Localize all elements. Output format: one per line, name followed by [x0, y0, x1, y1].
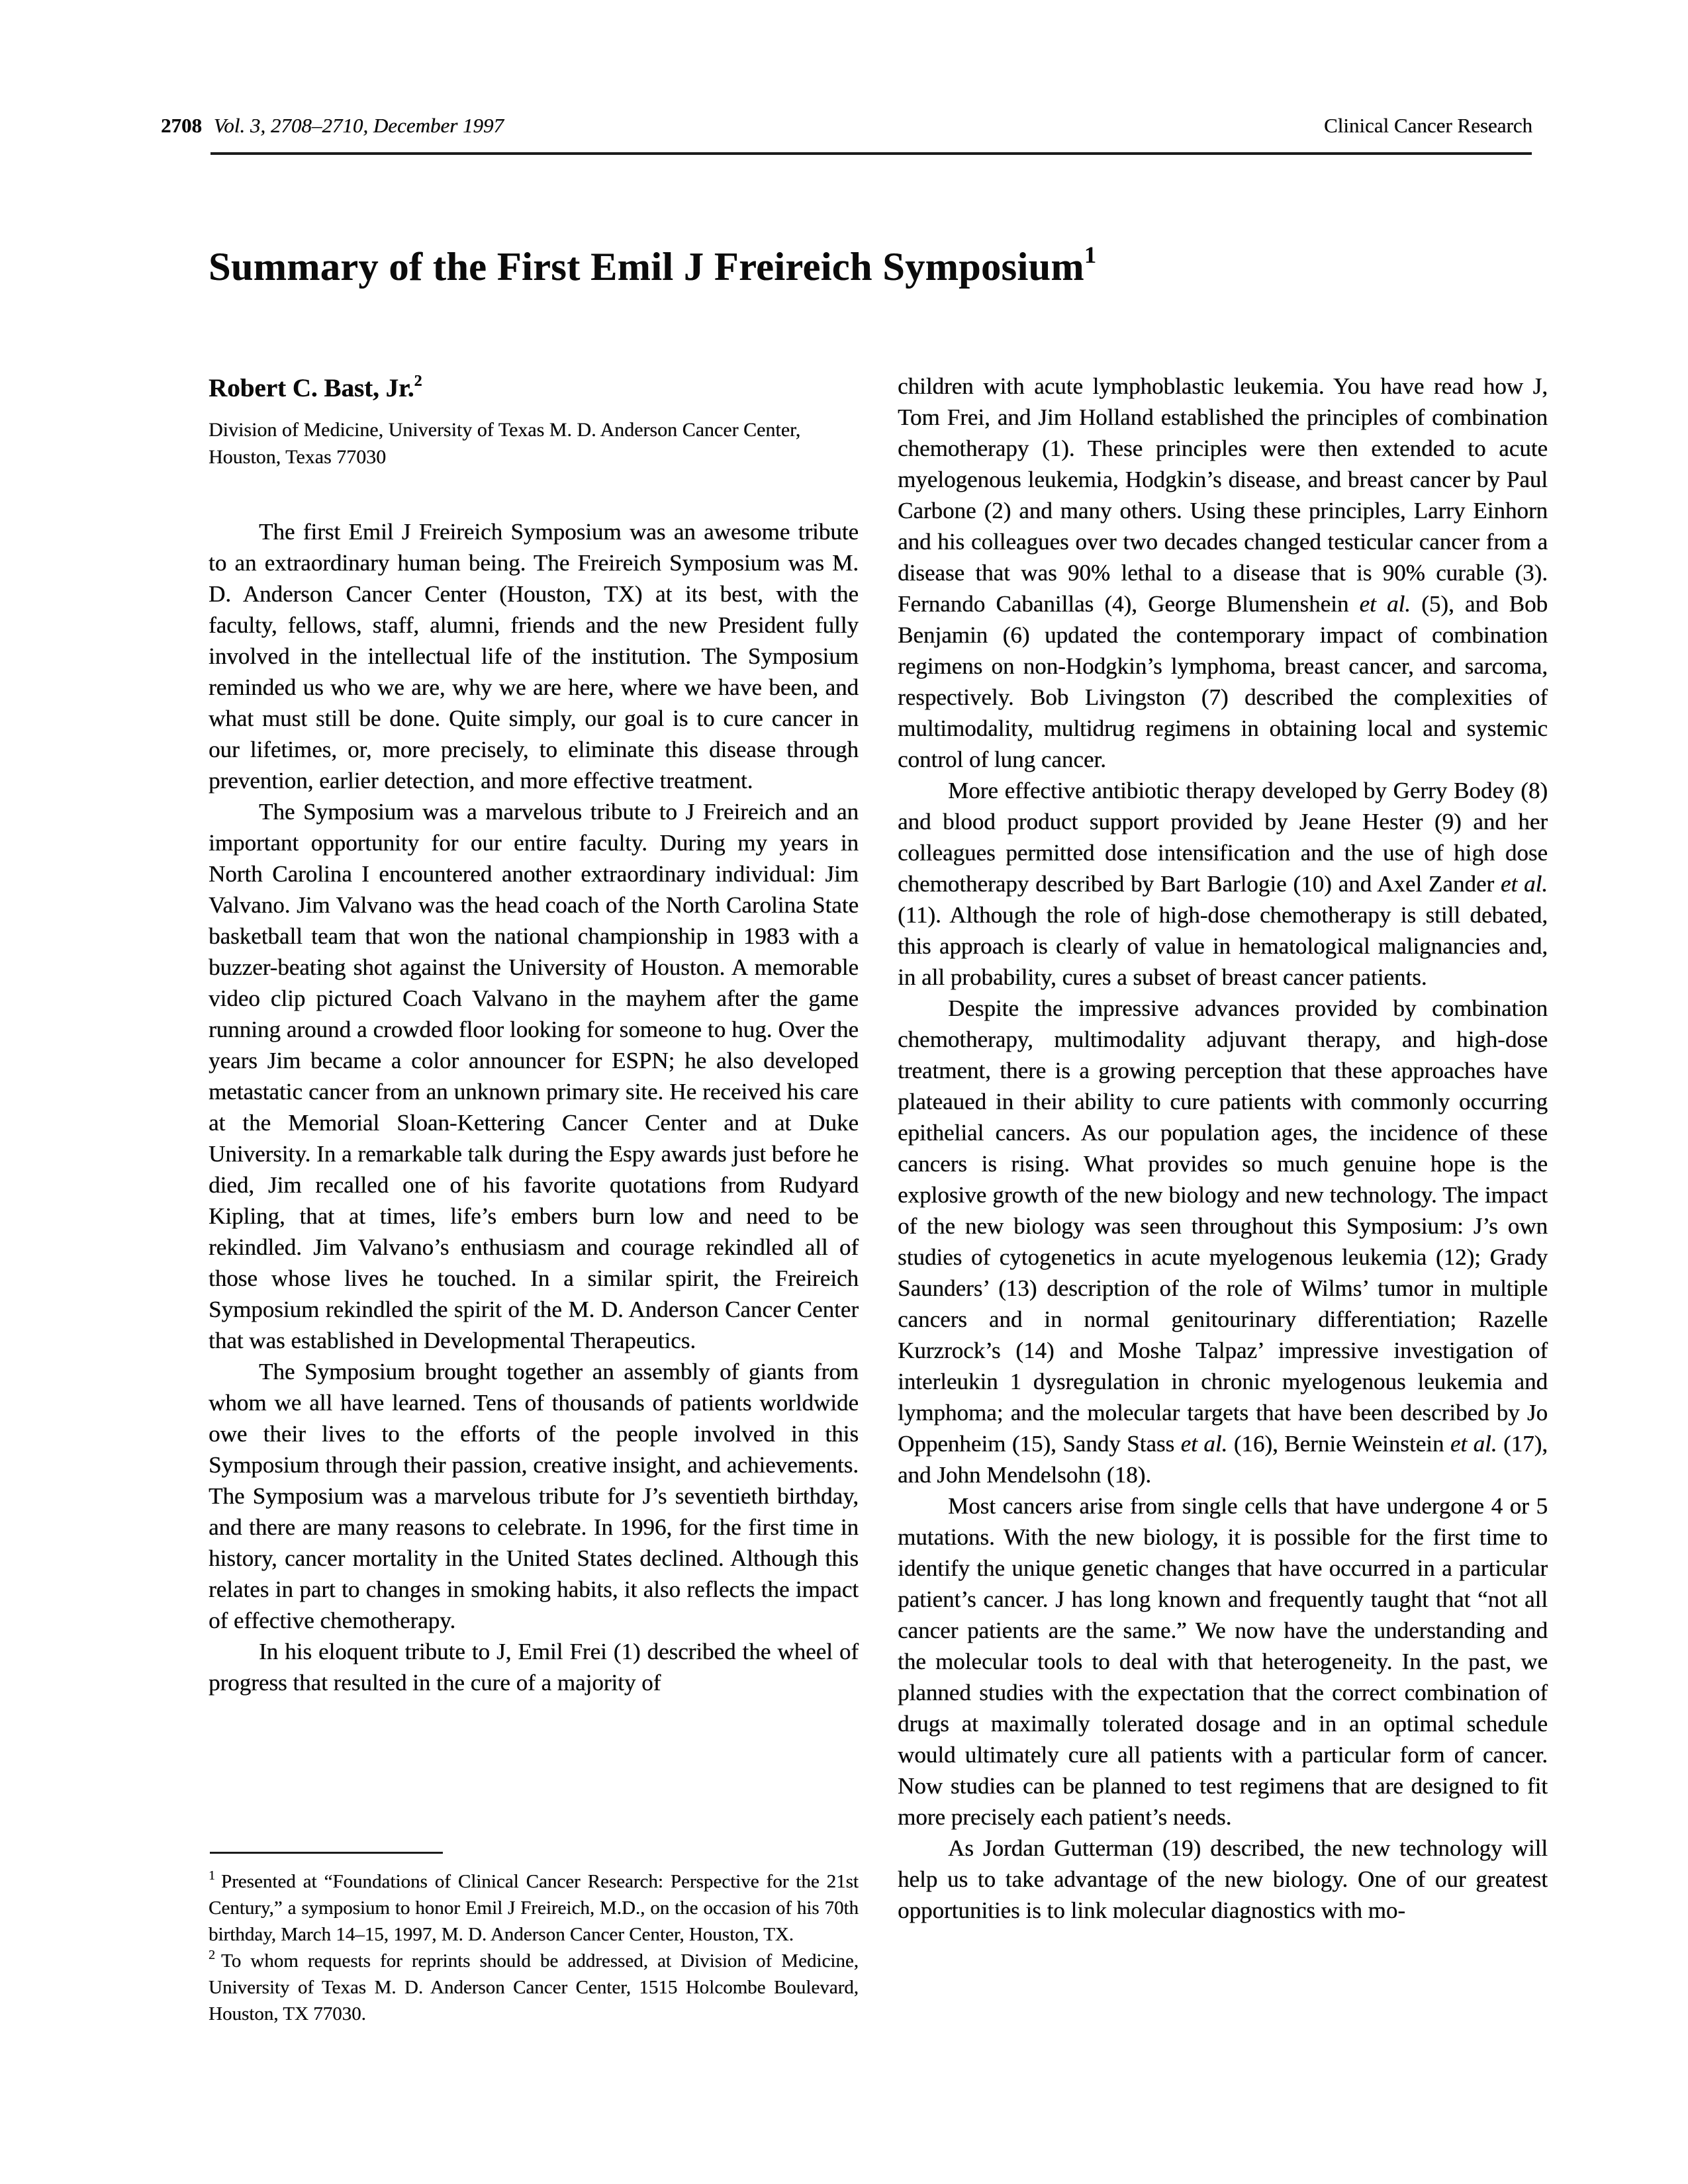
- footnote-1: [209, 1868, 859, 1948]
- left-paragraph-4: In his eloquent tribute to J, Emil Frei (1) described the wheel of progress that resulted in the cure of a majority of: [209, 1639, 859, 1696]
- header-rule: [211, 152, 1532, 155]
- left-paragraph-1: The first Emil J Freireich Symposium was an awesome tribute to an extraordinary human being. The Freireich Symposium was M. D. Anderson Cancer Center (Houston, TX) at its best, with the faculty, fellows, staff, alumni, friends and the new President fully involved in the intellectual life of the institution. The Symposium reminded us who we are, why we are here, where we have been, and what must still be done. Quite simply, our goal is to cure cancer in our lifetimes, or, more precisely, to eliminate this disease through prevention, earlier detection, and more effective treatment.: [209, 519, 859, 794]
- footnote-2: [209, 1948, 859, 2027]
- article-title: [209, 242, 1097, 289]
- left-paragraph-2: The Symposium was a marvelous tribute to J Freireich and an important opportunity for our entire faculty. During my years in North Carolina I encountered another extraordinary individual: Jim Valvano. Jim Valvano was the head coach of the North Carolina State basketball team that won the national championship in 1983 with a buzzer-beating shot against the University of Houston. A memorable video clip pictured Coach Valvano in the mayhem after the game running around a crowded floor looking for someone to hug. Over the years Jim became a color announcer for ESPN; he also developed metastatic cancer from an unknown primary site. He received his care at the Memorial Sloan-Kettering Cancer Center and at Duke University. In a remarkable talk during the Espy awards just before he died, Jim recalled one of his favorite quotations from Rudyard Kipling, that at times, life’s embers burn low and need to be rekindled. Jim Valvano’s enthusiasm and courage rekindled all of those whose lives he touched. In a similar spirit, the Freireich Symposium rekindled the spirit of the M. D. Anderson Cancer Center that was established in Developmental Therapeutics.: [209, 799, 859, 1353]
- author-name-text: Robert C. Bast, Jr.: [209, 374, 414, 402]
- right-paragraph-2: More effective antibiotic therapy developed by Gerry Bodey (8) and blood product support provided by Jeane Hester (9) and her colleagues permitted dose intensification and the use of high dose chemotherapy described by Bart Barlogie (10) and Axel Zander et al. (11). Although the role of high-dose chemotherapy is still debated, this approach is clearly of value in hematological malignancies and, in all probability, cures a subset of breast cancer patients.: [898, 778, 1548, 990]
- footnote-2-marker: 2: [209, 1948, 215, 1962]
- footnote-1-marker: 1: [209, 1868, 215, 1883]
- author-block: [209, 375, 857, 471]
- journal-name: Clinical Cancer Research: [1323, 114, 1532, 137]
- left-paragraph-3: The Symposium brought together an assembly of giants from whom we all have learned. Tens of thousands of patients worldwide owe their lives to the efforts of the people involved in this Symposium through their passion, creative insight, and achievements. The Symposium was a marvelous tribute for J’s seventieth birthday, and there are many reasons to celebrate. In 1996, for the first time in history, cancer mortality in the United States declined. Although this relates in part to changes in smoking habits, it also reflects the impact of effective chemotherapy.: [209, 1359, 859, 1633]
- right-paragraph-1: children with acute lymphoblastic leukemia. You have read how J, Tom Frei, and Jim Holland established the principles of combination chemotherapy (1). These principles were then extended to acute myelogenous leukemia, Hodgkin’s disease, and breast cancer by Paul Carbone (2) and many others. Using these principles, Larry Einhorn and his colleagues over two decades changed testicular cancer from a disease that was 90% lethal to a disease that is 90% curable (3). Fernando Cabanillas (4), George Blumenshein et al. (5), and Bob Benjamin (6) updated the contemporary impact of combination regimens on non-Hodgkin’s lymphoma, breast cancer, and sarcoma, respectively. Bob Livingston (7) described the complexities of multimodality, multidrug regimens in obtaining local and systemic control of lung cancer.: [898, 373, 1548, 772]
- running-head-left: [161, 114, 504, 138]
- right-paragraph-3: Despite the impressive advances provided by combination chemotherapy, multimodality adjuvant therapy, and high-dose treatment, there is a growing perception that these approaches have plateaued in their ability to cure patients with commonly occurring epithelial cancers. As our population ages, the incidence of these cancers is rising. What provides so much genuine hope is the explosive growth of the new biology and new technology. The impact of the new biology was seen throughout this Symposium: J’s own studies of cytogenetics in acute myelogenous leukemia (12); Grady Saunders’ (13) description of the role of Wilms’ tumor in multiple cancers and in normal genitourinary differentiation; Razelle Kurzrock’s (14) and Moshe Talpaz’ impressive investigation of interleukin 1 dysregulation in chronic myelogenous leukemia and lymphoma; and the molecular targets that have been described by Jo Oppenheim (15), Sandy Stass et al. (16), Bernie Weinstein et al. (17), and John Mendelsohn (18).: [898, 995, 1548, 1488]
- author-footnote-marker: 2: [414, 373, 422, 390]
- right-paragraph-4: Most cancers arise from single cells that have undergone 4 or 5 mutations. With the new biology, it is possible for the first time to identify the unique genetic changes that have occurred in a particular patient’s cancer. J has long known and frequently taught that “not all cancer patients are the same.” We now have the understanding and the molecular tools to deal with that heterogeneity. In the past, we planned studies with the expectation that the correct combination of drugs at maximally tolerated dosage and in an optimal schedule would ultimately cure all patients with a particular form of cancer. Now studies can be planned to test regimens that are designed to fit more precisely each patient’s needs.: [898, 1493, 1548, 1830]
- footnotes-block: [209, 1852, 859, 2027]
- author-name: [209, 375, 857, 403]
- page-number: 2708: [161, 114, 202, 137]
- right-column: [898, 371, 1548, 1926]
- footnote-rule: [210, 1852, 443, 1854]
- left-column: [209, 516, 859, 1698]
- author-affiliation: Division of Medicine, University of Texas M. D. Anderson Cancer Center, Houston, Texas 77030: [209, 418, 801, 468]
- issue-info: Vol. 3, 2708–2710, December 1997: [213, 114, 504, 137]
- article-title-text: Summary of the First Emil J Freireich Symposium: [209, 245, 1084, 289]
- running-head: [161, 114, 1532, 138]
- footnote-2-text: To whom requests for reprints should be addressed, at Division of Medicine, University of Texas M. D. Anderson Cancer Center, 1515 Holcombe Boulevard, Houston, TX 77030.: [209, 1950, 859, 2025]
- title-footnote-marker: 1: [1084, 242, 1097, 268]
- right-paragraph-5: As Jordan Gutterman (19) described, the new technology will help us to take advantage of the new biology. One of our greatest opportunities is to link molecular diagnostics with mo-: [898, 1835, 1548, 1923]
- footnote-1-text: Presented at “Foundations of Clinical Cancer Research: Perspective for the 21st Century,” a symposium to honor Emil J Freireich, M.D., on the occasion of his 70th birthday, March 14–15, 1997, M. D. Anderson Cancer Center, Houston, TX.: [209, 1871, 859, 1945]
